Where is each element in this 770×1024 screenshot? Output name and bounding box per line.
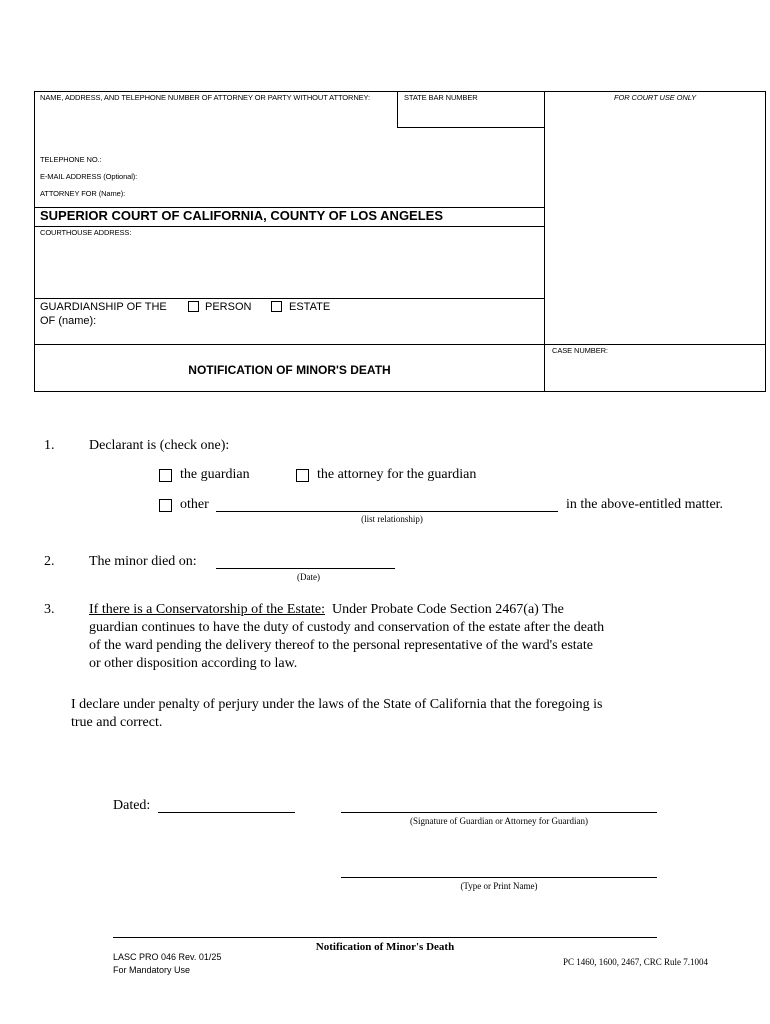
item3-underlined-heading: If there is a Conservatorship of the Estate: [89, 602, 325, 617]
date-caption: (Date) [297, 572, 320, 582]
item3-line1 [89, 602, 564, 618]
attorney-label: NAME, ADDRESS, AND TELEPHONE NUMBER OF ATTORNEY OR PARTY WITHOUT ATTORNEY: [40, 93, 371, 102]
mandatory-use: For Mandatory Use [113, 965, 191, 975]
attorney-option-label: the attorney for the guardian [317, 467, 477, 482]
dated-label: Dated: [113, 798, 151, 813]
print-name-field[interactable] [341, 877, 657, 878]
declaration-line1: I declare under penalty of perjury under the laws of the State of California that the foregoing is [71, 697, 603, 712]
form-title: NOTIFICATION OF MINOR'S DEATH [188, 363, 391, 377]
court-name-bottom-rule [34, 226, 545, 227]
guardian-checkbox[interactable] [159, 469, 172, 482]
caption-box-bottom [34, 391, 766, 392]
other-checkbox[interactable] [159, 499, 172, 512]
caption-box-top [34, 91, 766, 92]
guardianship-top-rule [34, 298, 545, 299]
item1-text: Declarant is (check one): [89, 438, 230, 453]
relationship-caption: (list relationship) [361, 514, 423, 524]
print-name-caption: (Type or Print Name) [460, 881, 538, 891]
item1-number: 1. [44, 438, 55, 453]
signature-field[interactable] [341, 812, 657, 813]
item3-number: 3. [44, 602, 55, 617]
title-top-rule [34, 344, 766, 345]
other-suffix: in the above-entitled matter. [566, 497, 724, 512]
declaration-line2: true and correct. [71, 715, 163, 730]
person-checkbox[interactable] [188, 301, 199, 312]
court-use-divider [544, 91, 545, 392]
attorney-checkbox[interactable] [296, 469, 309, 482]
item3-line2: guardian continues to have the duty of custody and conservation of the estate after the death [89, 620, 605, 635]
item2-text: The minor died on: [89, 554, 197, 569]
attorney-for-label: ATTORNEY FOR (Name): [40, 189, 126, 198]
state-bar-label: STATE BAR NUMBER [404, 93, 478, 102]
guardianship-of-name-label: OF (name): [40, 315, 97, 327]
item3-line4: or other disposition according to law. [89, 656, 298, 671]
guardianship-label: GUARDIANSHIP OF THE [40, 301, 167, 313]
caption-box-left [34, 91, 35, 392]
court-name: SUPERIOR COURT OF CALIFORNIA, COUNTY OF LOS ANGELES [40, 208, 444, 223]
item3-line1-rest: Under Probate Code Section 2467(a) The [331, 602, 564, 617]
email-label: E-MAIL ADDRESS (Optional): [40, 172, 138, 181]
other-option-label: other [180, 497, 209, 512]
dated-field[interactable] [158, 812, 295, 813]
item2-number: 2. [44, 554, 55, 569]
footer-rule [113, 937, 657, 938]
courthouse-address-label: COURTHOUSE ADDRESS: [40, 228, 132, 237]
court-use-label: FOR COURT USE ONLY [614, 93, 696, 102]
guardian-option-label: the guardian [180, 467, 250, 482]
state-bar-box-left [397, 91, 398, 128]
death-date-field[interactable] [216, 568, 395, 569]
legal-references: PC 1460, 1600, 2467, CRC Rule 7.1004 [563, 957, 709, 967]
estate-checkbox[interactable] [271, 301, 282, 312]
telephone-label: TELEPHONE NO.: [40, 155, 102, 164]
footer-title: Notification of Minor's Death [315, 941, 455, 953]
item3-line3: of the ward pending the delivery thereof to the personal representative of the ward's estate [89, 638, 593, 653]
estate-label: ESTATE [289, 301, 331, 313]
form-id: LASC PRO 046 Rev. 01/25 [113, 952, 222, 962]
state-bar-box-bottom [397, 127, 545, 128]
signature-caption: (Signature of Guardian or Attorney for Guardian) [410, 816, 588, 826]
case-number-label: CASE NUMBER: [552, 346, 608, 355]
caption-box-right [765, 91, 766, 392]
person-label: PERSON [205, 301, 252, 313]
relationship-field[interactable] [216, 511, 558, 512]
